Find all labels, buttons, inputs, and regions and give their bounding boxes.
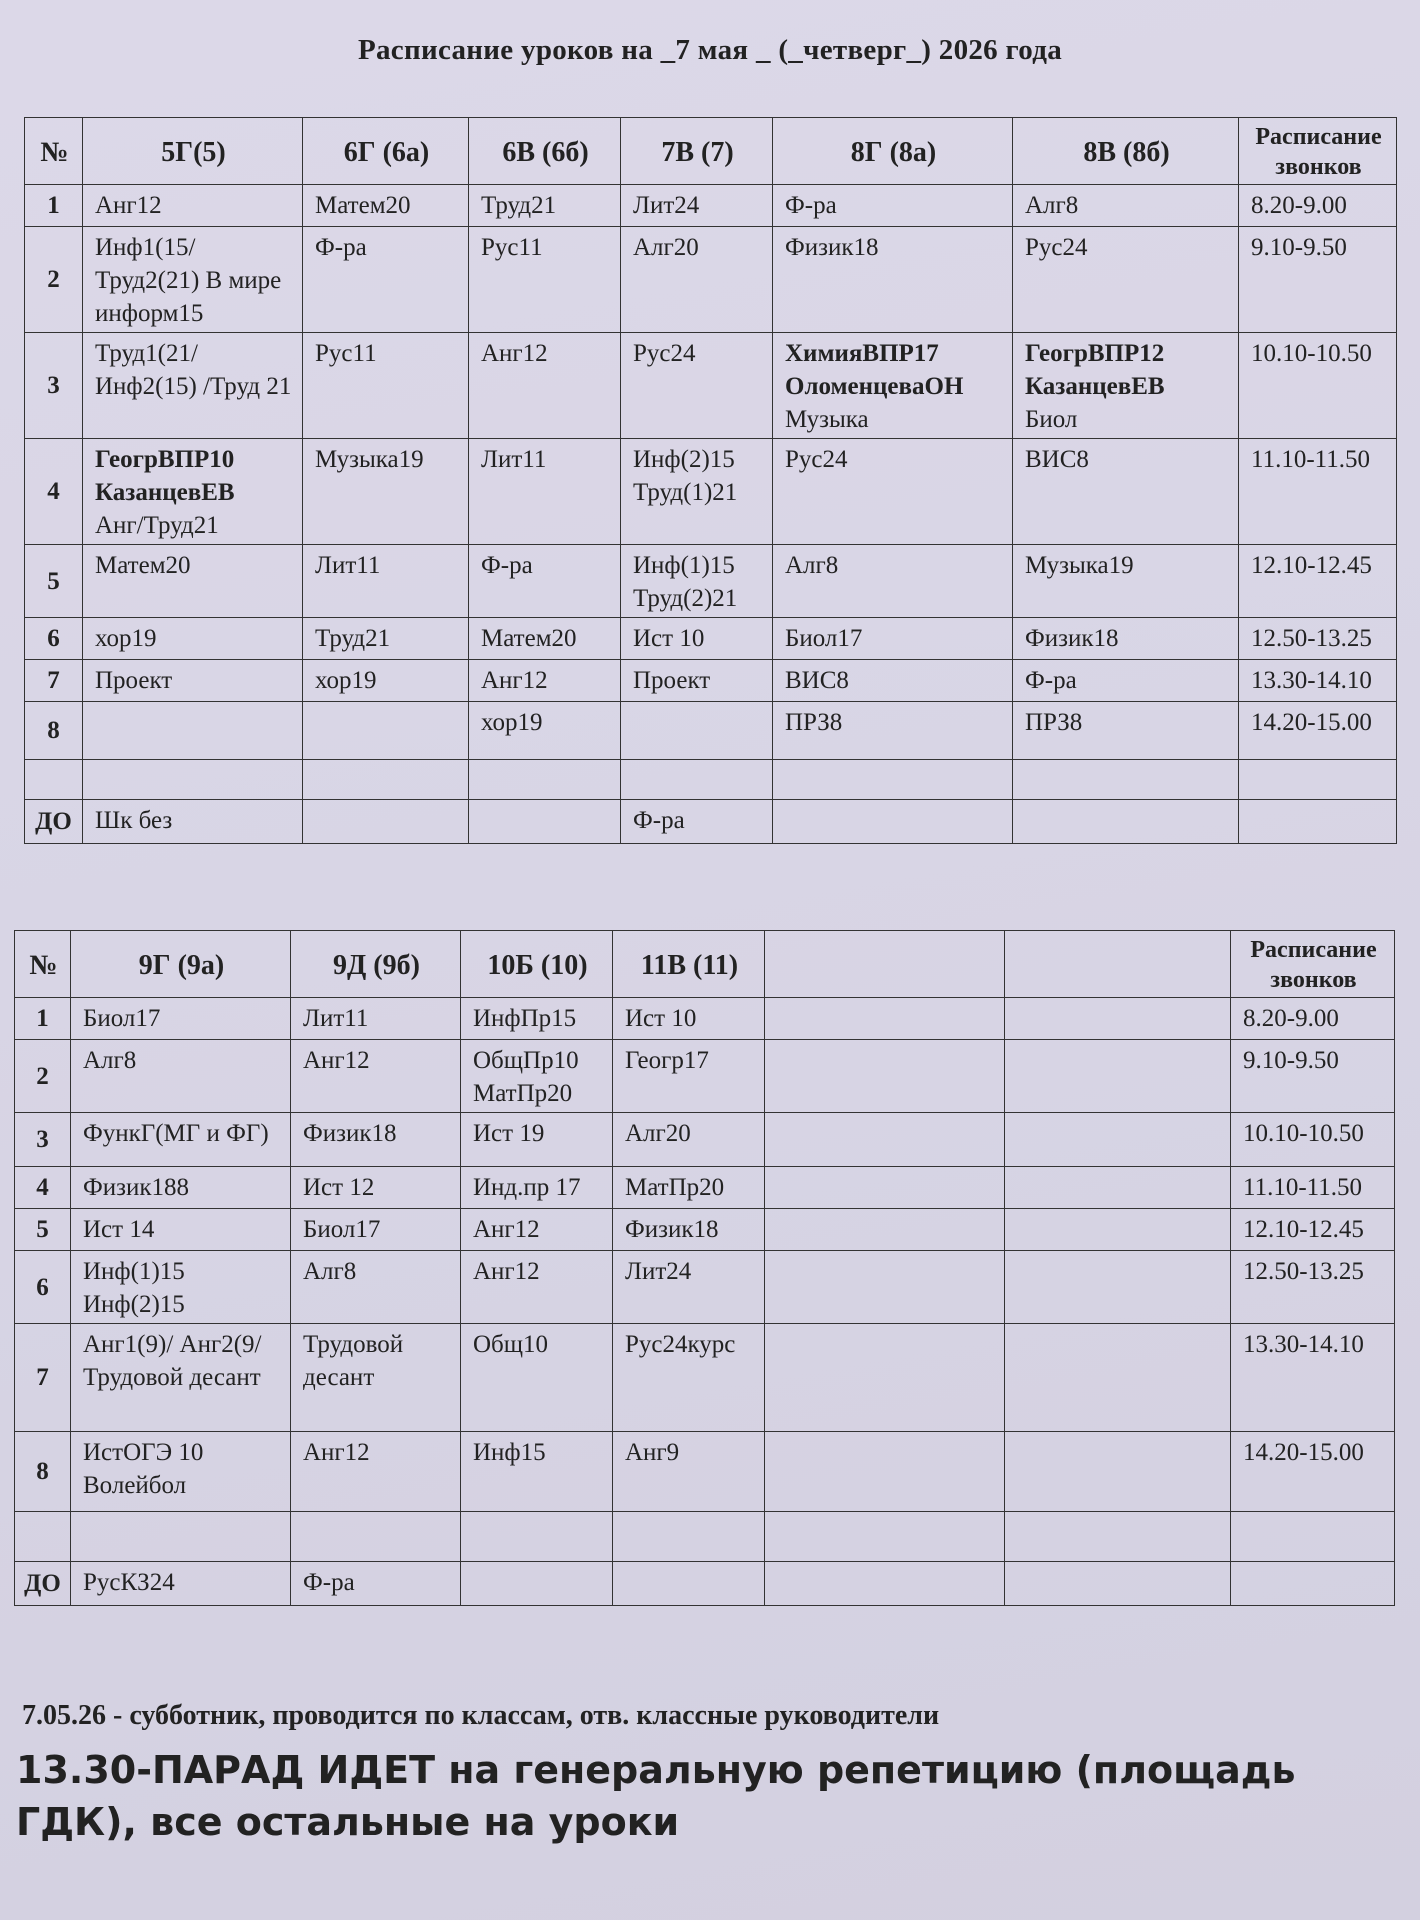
cell-lesson-cell — [765, 1040, 1005, 1113]
table-row — [15, 1040, 1395, 1113]
cell-bell-time: 11.10-11.50 — [1231, 1167, 1395, 1209]
cell-lesson-number: ДО — [15, 1562, 71, 1606]
lesson-text: Биол — [1025, 406, 1078, 433]
page-title: Расписание уроков на _7 мая _ (_четверг_) 2026 года — [357, 34, 1063, 66]
cell-lesson-cell: ФункГ(МГ и ФГ) — [71, 1113, 291, 1167]
cell-lesson-cell — [1013, 760, 1239, 800]
cell-lesson-cell: Труд21 — [469, 185, 621, 227]
cell-lesson-cell: хор19 — [83, 618, 303, 660]
table-row — [15, 1251, 1395, 1324]
cell-lesson-cell: Ф-ра — [773, 185, 1013, 227]
cell-lesson-cell — [1013, 333, 1239, 439]
cell-lesson-cell: Ист 10 — [613, 998, 765, 1040]
cell-lesson-cell: Труд21 — [303, 618, 469, 660]
header-class: 9Г (9а) — [71, 931, 291, 998]
cell-lesson-cell: Инф1(15/ Труд2(21) В мире информ15 — [83, 227, 303, 333]
cell-lesson-cell — [613, 1562, 765, 1606]
cell-bell-time: 10.10-10.50 — [1239, 333, 1397, 439]
cell-lesson-cell — [765, 1512, 1005, 1562]
cell-lesson-cell: Ист 12 — [291, 1167, 461, 1209]
table-row — [25, 660, 1397, 702]
cell-lesson-cell: Геогр17 — [613, 1040, 765, 1113]
cell-lesson-cell — [773, 333, 1013, 439]
cell-lesson-cell: Лит11 — [291, 998, 461, 1040]
cell-lesson-cell — [621, 702, 773, 760]
cell-lesson-cell: Физик18 — [291, 1113, 461, 1167]
header-bell-schedule: Расписание звонков — [1231, 931, 1395, 998]
cell-lesson-cell: Матем20 — [83, 545, 303, 618]
cell-lesson-cell: Рус24курс — [613, 1324, 765, 1432]
cell-lesson-number: 7 — [25, 660, 83, 702]
table-row — [25, 760, 1397, 800]
table-row — [15, 998, 1395, 1040]
cell-lesson-number: 3 — [15, 1113, 71, 1167]
bold-lesson-text: ГеогрВПР10 КазанцевЕВ — [95, 446, 235, 506]
bold-lesson-text: ГеогрВПР12 КазанцевЕВ — [1025, 340, 1165, 400]
table-row — [15, 1512, 1395, 1562]
cell-lesson-number: 7 — [15, 1324, 71, 1432]
cell-lesson-cell: Ист 14 — [71, 1209, 291, 1251]
cell-lesson-cell: Биол17 — [291, 1209, 461, 1251]
cell-lesson-cell: Анг12 — [83, 185, 303, 227]
cell-lesson-number: 6 — [15, 1251, 71, 1324]
cell-lesson-number: 8 — [15, 1432, 71, 1512]
cell-lesson-cell: Лит24 — [621, 185, 773, 227]
cell-lesson-cell: Проект — [621, 660, 773, 702]
cell-lesson-cell: Анг9 — [613, 1432, 765, 1512]
cell-lesson-cell — [773, 800, 1013, 844]
cell-lesson-cell: МатПр20 — [613, 1167, 765, 1209]
cell-lesson-cell — [765, 1251, 1005, 1324]
cell-lesson-cell: Ф-ра — [1013, 660, 1239, 702]
cell-lesson-cell — [1005, 1432, 1231, 1512]
cell-lesson-cell: Анг12 — [461, 1251, 613, 1324]
cell-bell-time: 12.10-12.45 — [1231, 1209, 1395, 1251]
cell-bell-time: 12.50-13.25 — [1231, 1251, 1395, 1324]
cell-lesson-cell: ИнфПр15 — [461, 998, 613, 1040]
cell-lesson-number: 2 — [15, 1040, 71, 1113]
header-bell-schedule: Расписание звонков — [1239, 118, 1397, 185]
cell-lesson-number — [15, 1512, 71, 1562]
cell-lesson-cell — [83, 702, 303, 760]
cell-lesson-cell — [1005, 1512, 1231, 1562]
cell-lesson-cell — [1005, 1562, 1231, 1606]
table-row — [25, 800, 1397, 844]
cell-lesson-cell: Инф(1)15 Инф(2)15 — [71, 1251, 291, 1324]
table-row — [15, 1113, 1395, 1167]
cell-bell-time — [1231, 1512, 1395, 1562]
header-class: 6Г (6а) — [303, 118, 469, 185]
cell-bell-time: 14.20-15.00 — [1231, 1432, 1395, 1512]
cell-lesson-cell: Матем20 — [469, 618, 621, 660]
cell-lesson-cell — [765, 1432, 1005, 1512]
cell-bell-time: 10.10-10.50 — [1231, 1113, 1395, 1167]
cell-lesson-cell: Лит24 — [613, 1251, 765, 1324]
cell-lesson-cell — [83, 760, 303, 800]
table-row — [15, 1167, 1395, 1209]
cell-lesson-cell: ВИС8 — [773, 660, 1013, 702]
cell-lesson-cell — [291, 1512, 461, 1562]
cell-lesson-cell — [765, 1113, 1005, 1167]
cell-lesson-number: 6 — [25, 618, 83, 660]
header-class — [1005, 931, 1231, 998]
cell-lesson-cell: Инф(2)15 Труд(1)21 — [621, 439, 773, 545]
cell-bell-time: 11.10-11.50 — [1239, 439, 1397, 545]
cell-lesson-cell — [1005, 1113, 1231, 1167]
table-header-row — [15, 931, 1395, 998]
schedule-table-upper — [24, 117, 1397, 844]
cell-lesson-cell: Биол17 — [71, 998, 291, 1040]
header-class: 8Г (8а) — [773, 118, 1013, 185]
cell-lesson-cell — [1005, 1167, 1231, 1209]
table-row — [15, 1324, 1395, 1432]
cell-lesson-cell: Музыка19 — [1013, 545, 1239, 618]
header-class: 6В (6б) — [469, 118, 621, 185]
cell-lesson-cell: Биол17 — [773, 618, 1013, 660]
lesson-text: Анг/Труд21 — [95, 512, 219, 539]
cell-lesson-cell: Ф-ра — [621, 800, 773, 844]
cell-lesson-cell — [613, 1512, 765, 1562]
table-row — [15, 1432, 1395, 1512]
cell-lesson-cell: Ист 10 — [621, 618, 773, 660]
cell-lesson-cell: Рус24 — [773, 439, 1013, 545]
cell-lesson-cell: Алг20 — [621, 227, 773, 333]
cell-bell-time: 9.10-9.50 — [1231, 1040, 1395, 1113]
table-row — [25, 545, 1397, 618]
cell-lesson-cell — [1005, 998, 1231, 1040]
cell-lesson-cell: Инд.пр 17 — [461, 1167, 613, 1209]
cell-lesson-cell — [71, 1512, 291, 1562]
cell-bell-time: 9.10-9.50 — [1239, 227, 1397, 333]
cell-lesson-cell — [1005, 1324, 1231, 1432]
cell-lesson-cell: Анг12 — [291, 1040, 461, 1113]
note-parade: 13.30-ПАРАД ИДЕТ на генеральную репетицию (площадь ГДК), все остальные на уроки — [16, 1748, 1296, 1844]
table-row — [25, 702, 1397, 760]
header-class: 7В (7) — [621, 118, 773, 185]
cell-lesson-cell: ИстОГЭ 10 Волейбол — [71, 1432, 291, 1512]
cell-bell-time: 12.50-13.25 — [1239, 618, 1397, 660]
cell-lesson-cell — [461, 1562, 613, 1606]
cell-lesson-cell: Ф-ра — [469, 545, 621, 618]
cell-lesson-cell — [1013, 800, 1239, 844]
cell-lesson-cell: Лит11 — [469, 439, 621, 545]
header-class: 11В (11) — [613, 931, 765, 998]
cell-lesson-cell: ПРЗ8 — [1013, 702, 1239, 760]
cell-lesson-cell: Алг8 — [773, 545, 1013, 618]
cell-bell-time: 14.20-15.00 — [1239, 702, 1397, 760]
header-class: 8В (8б) — [1013, 118, 1239, 185]
cell-lesson-cell — [1005, 1251, 1231, 1324]
cell-lesson-number: 4 — [25, 439, 83, 545]
cell-lesson-number: 5 — [25, 545, 83, 618]
cell-lesson-cell: ПРЗ8 — [773, 702, 1013, 760]
cell-lesson-cell — [773, 760, 1013, 800]
cell-lesson-cell: Физик18 — [1013, 618, 1239, 660]
cell-lesson-cell: Алг8 — [1013, 185, 1239, 227]
cell-lesson-cell: Анг12 — [469, 333, 621, 439]
cell-lesson-cell: Физик18 — [613, 1209, 765, 1251]
table-row — [25, 227, 1397, 333]
cell-lesson-number: 5 — [15, 1209, 71, 1251]
cell-lesson-cell: Алг8 — [71, 1040, 291, 1113]
cell-bell-time: 8.20-9.00 — [1231, 998, 1395, 1040]
cell-lesson-cell: Шк без — [83, 800, 303, 844]
table-row — [25, 185, 1397, 227]
cell-lesson-cell: Анг12 — [291, 1432, 461, 1512]
cell-lesson-cell: Общ10 — [461, 1324, 613, 1432]
cell-lesson-cell: хор19 — [469, 702, 621, 760]
cell-lesson-cell — [765, 1167, 1005, 1209]
cell-lesson-cell — [303, 800, 469, 844]
lesson-text: Музыка — [785, 406, 869, 433]
cell-lesson-cell — [765, 1324, 1005, 1432]
cell-lesson-cell: ВИС8 — [1013, 439, 1239, 545]
cell-lesson-cell — [461, 1512, 613, 1562]
header-class — [765, 931, 1005, 998]
table-header-row — [25, 118, 1397, 185]
cell-lesson-number: 1 — [15, 998, 71, 1040]
cell-lesson-cell: Ф-ра — [303, 227, 469, 333]
header-number: № — [25, 118, 83, 185]
cell-lesson-cell: РусКЗ24 — [71, 1562, 291, 1606]
cell-lesson-cell: ОбщПр10 МатПр20 — [461, 1040, 613, 1113]
note-subbotnik: 7.05.26 - субботник, проводится по классам, отв. классные руководители — [22, 1700, 940, 1731]
cell-lesson-cell — [303, 760, 469, 800]
cell-bell-time: 13.30-14.10 — [1231, 1324, 1395, 1432]
table-row — [25, 333, 1397, 439]
cell-lesson-cell — [765, 998, 1005, 1040]
header-number: № — [15, 931, 71, 998]
header-class: 10Б (10) — [461, 931, 613, 998]
cell-lesson-cell — [1005, 1040, 1231, 1113]
cell-lesson-number — [25, 760, 83, 800]
cell-lesson-cell: Анг1(9)/ Анг2(9/ Трудовой десант — [71, 1324, 291, 1432]
cell-bell-time: 12.10-12.45 — [1239, 545, 1397, 618]
table-row — [15, 1209, 1395, 1251]
cell-lesson-cell: Анг12 — [469, 660, 621, 702]
cell-bell-time — [1239, 760, 1397, 800]
cell-lesson-cell — [621, 760, 773, 800]
cell-bell-time — [1239, 800, 1397, 844]
cell-lesson-cell: Инф15 — [461, 1432, 613, 1512]
schedule-table-lower — [14, 930, 1395, 1606]
cell-lesson-number: 8 — [25, 702, 83, 760]
header-class: 5Г(5) — [83, 118, 303, 185]
cell-lesson-cell: Музыка19 — [303, 439, 469, 545]
cell-lesson-cell: Труд1(21/ Инф2(15) /Труд 21 — [83, 333, 303, 439]
cell-lesson-number: 1 — [25, 185, 83, 227]
cell-lesson-cell — [765, 1562, 1005, 1606]
cell-lesson-cell: хор19 — [303, 660, 469, 702]
cell-lesson-cell — [303, 702, 469, 760]
table-row — [15, 1562, 1395, 1606]
cell-lesson-cell: Алг20 — [613, 1113, 765, 1167]
cell-lesson-cell — [765, 1209, 1005, 1251]
table-row — [25, 618, 1397, 660]
cell-lesson-cell: Трудовой десант — [291, 1324, 461, 1432]
cell-lesson-cell: Ист 19 — [461, 1113, 613, 1167]
cell-lesson-cell — [1005, 1209, 1231, 1251]
cell-lesson-cell — [83, 439, 303, 545]
cell-lesson-cell: Рус11 — [303, 333, 469, 439]
cell-bell-time: 13.30-14.10 — [1239, 660, 1397, 702]
cell-lesson-cell: Лит11 — [303, 545, 469, 618]
cell-bell-time — [1231, 1562, 1395, 1606]
table-row — [25, 439, 1397, 545]
bold-lesson-text: ХимияВПР17 ОломенцеваОН — [785, 340, 964, 400]
cell-lesson-number: 2 — [25, 227, 83, 333]
cell-lesson-cell: Физик188 — [71, 1167, 291, 1209]
cell-bell-time: 8.20-9.00 — [1239, 185, 1397, 227]
cell-lesson-cell: Физик18 — [773, 227, 1013, 333]
header-class: 9Д (9б) — [291, 931, 461, 998]
cell-lesson-cell: Матем20 — [303, 185, 469, 227]
cell-lesson-cell — [469, 800, 621, 844]
cell-lesson-cell: Рус24 — [621, 333, 773, 439]
cell-lesson-cell: Алг8 — [291, 1251, 461, 1324]
cell-lesson-cell: Ф-ра — [291, 1562, 461, 1606]
cell-lesson-cell: Рус11 — [469, 227, 621, 333]
cell-lesson-number: 4 — [15, 1167, 71, 1209]
cell-lesson-cell: Проект — [83, 660, 303, 702]
cell-lesson-number: ДО — [25, 800, 83, 844]
cell-lesson-cell: Анг12 — [461, 1209, 613, 1251]
cell-lesson-cell: Инф(1)15 Труд(2)21 — [621, 545, 773, 618]
cell-lesson-number: 3 — [25, 333, 83, 439]
cell-lesson-cell — [469, 760, 621, 800]
cell-lesson-cell: Рус24 — [1013, 227, 1239, 333]
